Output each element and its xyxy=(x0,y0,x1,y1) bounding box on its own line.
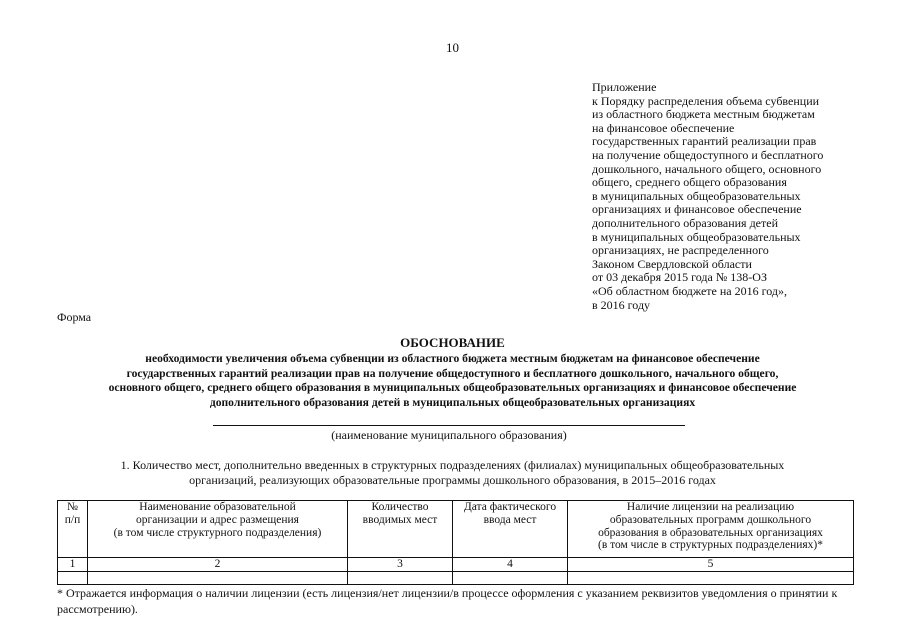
header-number: № п/п xyxy=(58,501,88,558)
municipality-caption: (наименование муниципального образования) xyxy=(331,428,567,442)
header-commission-date: Дата фактического ввода мест xyxy=(453,501,568,558)
document-subtitle: необходимости увеличения объема субвенции из областного бюджета местным бюджетам на финансовое обеспечение государственных гарантий реализации прав на получение общедоступного и бесплатного дошкольного, начального общего, основного общего, среднего общего образования в муниципальных общеобразовательных организациях и финансовое обеспечение дополнительного образования детей в муниципальных общеобразовательных организациях xyxy=(108,352,797,409)
table-cell: 4 xyxy=(453,558,568,572)
places-table xyxy=(57,500,854,585)
table-cell: 1 xyxy=(58,558,88,572)
table-header-row xyxy=(58,501,854,558)
table-column-numbers-row xyxy=(58,558,854,572)
table-cell: 2 xyxy=(88,558,348,572)
header-organization: Наименование образовательной организации и адрес размещения (в том числе структурного подразделения) xyxy=(88,501,348,558)
section-1-heading: 1. Количество мест, дополнительно введенных в структурных подразделениях (филиалах) муниципальных общеобразовательных организаций, реализующих образовательные программы дошкольного образования, в 2015–2016 годах xyxy=(120,458,785,487)
header-license: Наличие лицензии на реализацию образовательных программ дошкольного образования в образовательных организациях (в том числе в структурных подразделениях)* xyxy=(568,501,854,558)
table-cell xyxy=(568,571,854,584)
appendix-note: Приложение к Порядку распределения объема субвенции из областного бюджета местным бюджетам на финансовое обеспечение государственных гарантий реализации прав на получение общедоступного и бесплатного дошкольного, начального общего, основного общего, среднего общего образования в муниципальных общеобразовательных организациях и финансовое обеспечение дополнительного образования детей в муниципальных общеобразовательных организациях, не распределенного Законом Свердловской области от 03 декабря 2015 года № 138-ОЗ «Об областном бюджете на 2016 год», в 2016 году xyxy=(592,80,824,312)
table-cell xyxy=(88,571,348,584)
municipality-blank-line xyxy=(213,425,685,426)
page-number: 10 xyxy=(446,40,459,55)
table-cell xyxy=(348,571,453,584)
table-cell: 3 xyxy=(348,558,453,572)
table-cell: 5 xyxy=(568,558,854,572)
form-label: Форма xyxy=(57,310,92,324)
header-places-count: Количество вводимых мест xyxy=(348,501,453,558)
table-cell xyxy=(453,571,568,584)
table-cell xyxy=(58,571,88,584)
document-title: ОБОСНОВАНИЕ xyxy=(400,335,505,350)
license-footnote: * Отражается информация о наличии лицензии (есть лицензия/нет лицензии/в процессе оформления с указанием реквизитов уведомления о принятии к рассмотрению). xyxy=(57,586,838,616)
table-row xyxy=(58,571,854,584)
